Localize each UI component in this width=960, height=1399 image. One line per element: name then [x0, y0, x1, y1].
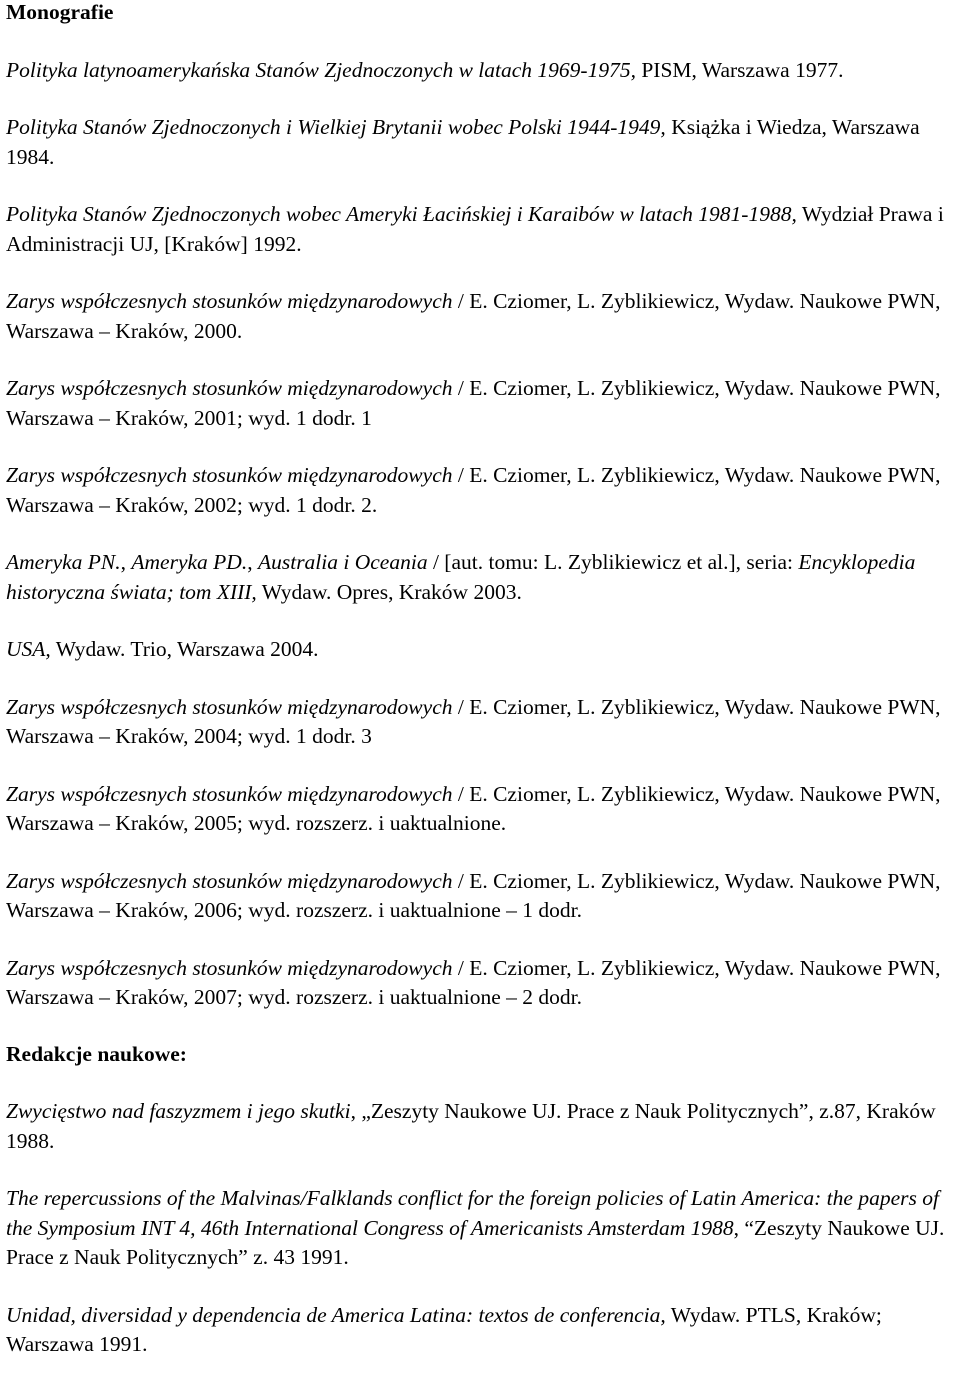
entry-details: / E. Cziomer, L. Zyblikiewicz, Wydaw. Naukowe PWN, Warszawa – Kraków, 2000.	[6, 289, 941, 343]
entry-details: , “Zeszyty Naukowe UJ. Prace z Nauk Politycznych” z. 43 1991.	[6, 1215, 945, 1269]
entry-title: Zwycięstwo nad faszyzmem i jego skutki	[6, 1099, 351, 1123]
entry-details: / [aut. tomu: L. Zyblikiewicz et al.], seria:	[427, 550, 799, 574]
entry-details: ,	[247, 550, 258, 574]
entry-title: Polityka latynoamerykańska Stanów Zjednoczonych w latach 1969-1975,	[6, 57, 636, 82]
entry-details: / E. Cziomer, L. Zyblikiewicz, Wydaw. Naukowe PWN, Warszawa – Kraków, 2004; wyd. 1 dodr. 3	[6, 694, 941, 748]
entry-details: Wydaw. Opres, Kraków 2003.	[256, 579, 522, 604]
entry-details: / E. Cziomer, L. Zyblikiewicz, Wydaw. Naukowe PWN, Warszawa – Kraków, 2006; wyd. rozszerz. i uaktualnione – 1 dodr.	[6, 868, 941, 922]
entry-title: Polityka Stanów Zjednoczonych i Wielkiej Brytanii wobec Polski 1944-1949,	[6, 115, 666, 139]
bibliography-entry	[6, 461, 951, 520]
bibliography-entry	[6, 56, 951, 86]
bibliography-entry	[6, 548, 951, 607]
bibliography-entry	[6, 954, 951, 1013]
bibliography-entry	[6, 374, 951, 433]
section-heading-redakcje: Redakcje naukowe:	[6, 1041, 187, 1066]
section-redakcje-naukowe	[6, 1040, 951, 1360]
bibliography-entry	[6, 1184, 951, 1273]
bibliography-entry	[6, 1097, 951, 1156]
entry-title: Encyklopedia historyczna świata; tom XIII,	[6, 550, 916, 604]
bibliography-entry	[6, 113, 951, 172]
entry-title: Zarys współczesnych stosunków międzynarodowych	[6, 376, 453, 400]
entry-details: Wydaw. PTLS, Kraków; Warszawa 1991.	[6, 1302, 882, 1356]
entry-title: Unidad, diversidad y dependencia de America Latina: textos de conferencia,	[6, 1302, 666, 1327]
entry-title: Zarys współczesnych stosunków międzynarodowych	[6, 694, 453, 719]
bibliography-entry	[6, 693, 951, 752]
entry-details: / E. Cziomer, L. Zyblikiewicz, Wydaw. Naukowe PWN, Warszawa – Kraków, 2001; wyd. 1 dodr. 1	[6, 376, 941, 430]
entry-title: Ameryka PN.	[6, 550, 121, 574]
entry-title: USA,	[6, 637, 51, 661]
bibliography-entry	[6, 200, 951, 259]
entry-details: ,	[120, 550, 132, 574]
bibliography-entry	[6, 635, 951, 665]
entry-title: Zarys współczesnych stosunków międzynarodowych	[6, 955, 453, 980]
bibliography-entry	[6, 1301, 951, 1360]
entry-details: Wydaw. Trio, Warszawa 2004.	[50, 637, 319, 661]
entry-details: Książka i Wiedza, Warszawa 1984.	[6, 115, 920, 169]
bibliography-entry	[6, 780, 951, 839]
entry-title: Zarys współczesnych stosunków międzynarodowych	[6, 463, 453, 487]
entry-title: The repercussions of the Malvinas/Falklands conflict for the foreign policies of Latin America: the papers of the Symposium INT 4, 46th International Congress of Americanists Amsterdam 1988	[6, 1186, 939, 1240]
section-monografie	[6, 0, 951, 1013]
entry-title: Australia i Oceania	[257, 550, 428, 574]
section-heading-monografie: Monografie	[6, 0, 114, 24]
entry-details: Wydział Prawa i Administracji UJ, [Kraków] 1992.	[6, 202, 944, 256]
entry-title: Zarys współczesnych stosunków międzynarodowych	[6, 781, 453, 806]
entry-title: Zarys współczesnych stosunków międzynarodowych	[6, 289, 453, 313]
entry-title: Zarys współczesnych stosunków międzynarodowych	[6, 868, 453, 893]
entry-details: / E. Cziomer, L. Zyblikiewicz, Wydaw. Naukowe PWN, Warszawa – Kraków, 2002; wyd. 1 dodr. 2.	[6, 463, 941, 517]
entry-details: PISM, Warszawa 1977.	[635, 57, 844, 82]
entry-details: / E. Cziomer, L. Zyblikiewicz, Wydaw. Naukowe PWN, Warszawa – Kraków, 2007; wyd. rozszerz. i uaktualnione – 2 dodr.	[6, 955, 941, 1009]
entry-title: Polityka Stanów Zjednoczonych wobec Ameryki Łacińskiej i Karaibów w latach 1981-1988,	[6, 202, 797, 226]
entry-details: , „Zeszyty Naukowe UJ. Prace z Nauk Politycznych”, z.87, Kraków 1988.	[6, 1099, 936, 1153]
entry-details: / E. Cziomer, L. Zyblikiewicz, Wydaw. Naukowe PWN, Warszawa – Kraków, 2005; wyd. rozszerz. i uaktualnione.	[6, 781, 941, 835]
bibliography-entry	[6, 867, 951, 926]
entry-title: Ameryka PD.	[131, 550, 248, 574]
bibliography-entry	[6, 287, 951, 346]
